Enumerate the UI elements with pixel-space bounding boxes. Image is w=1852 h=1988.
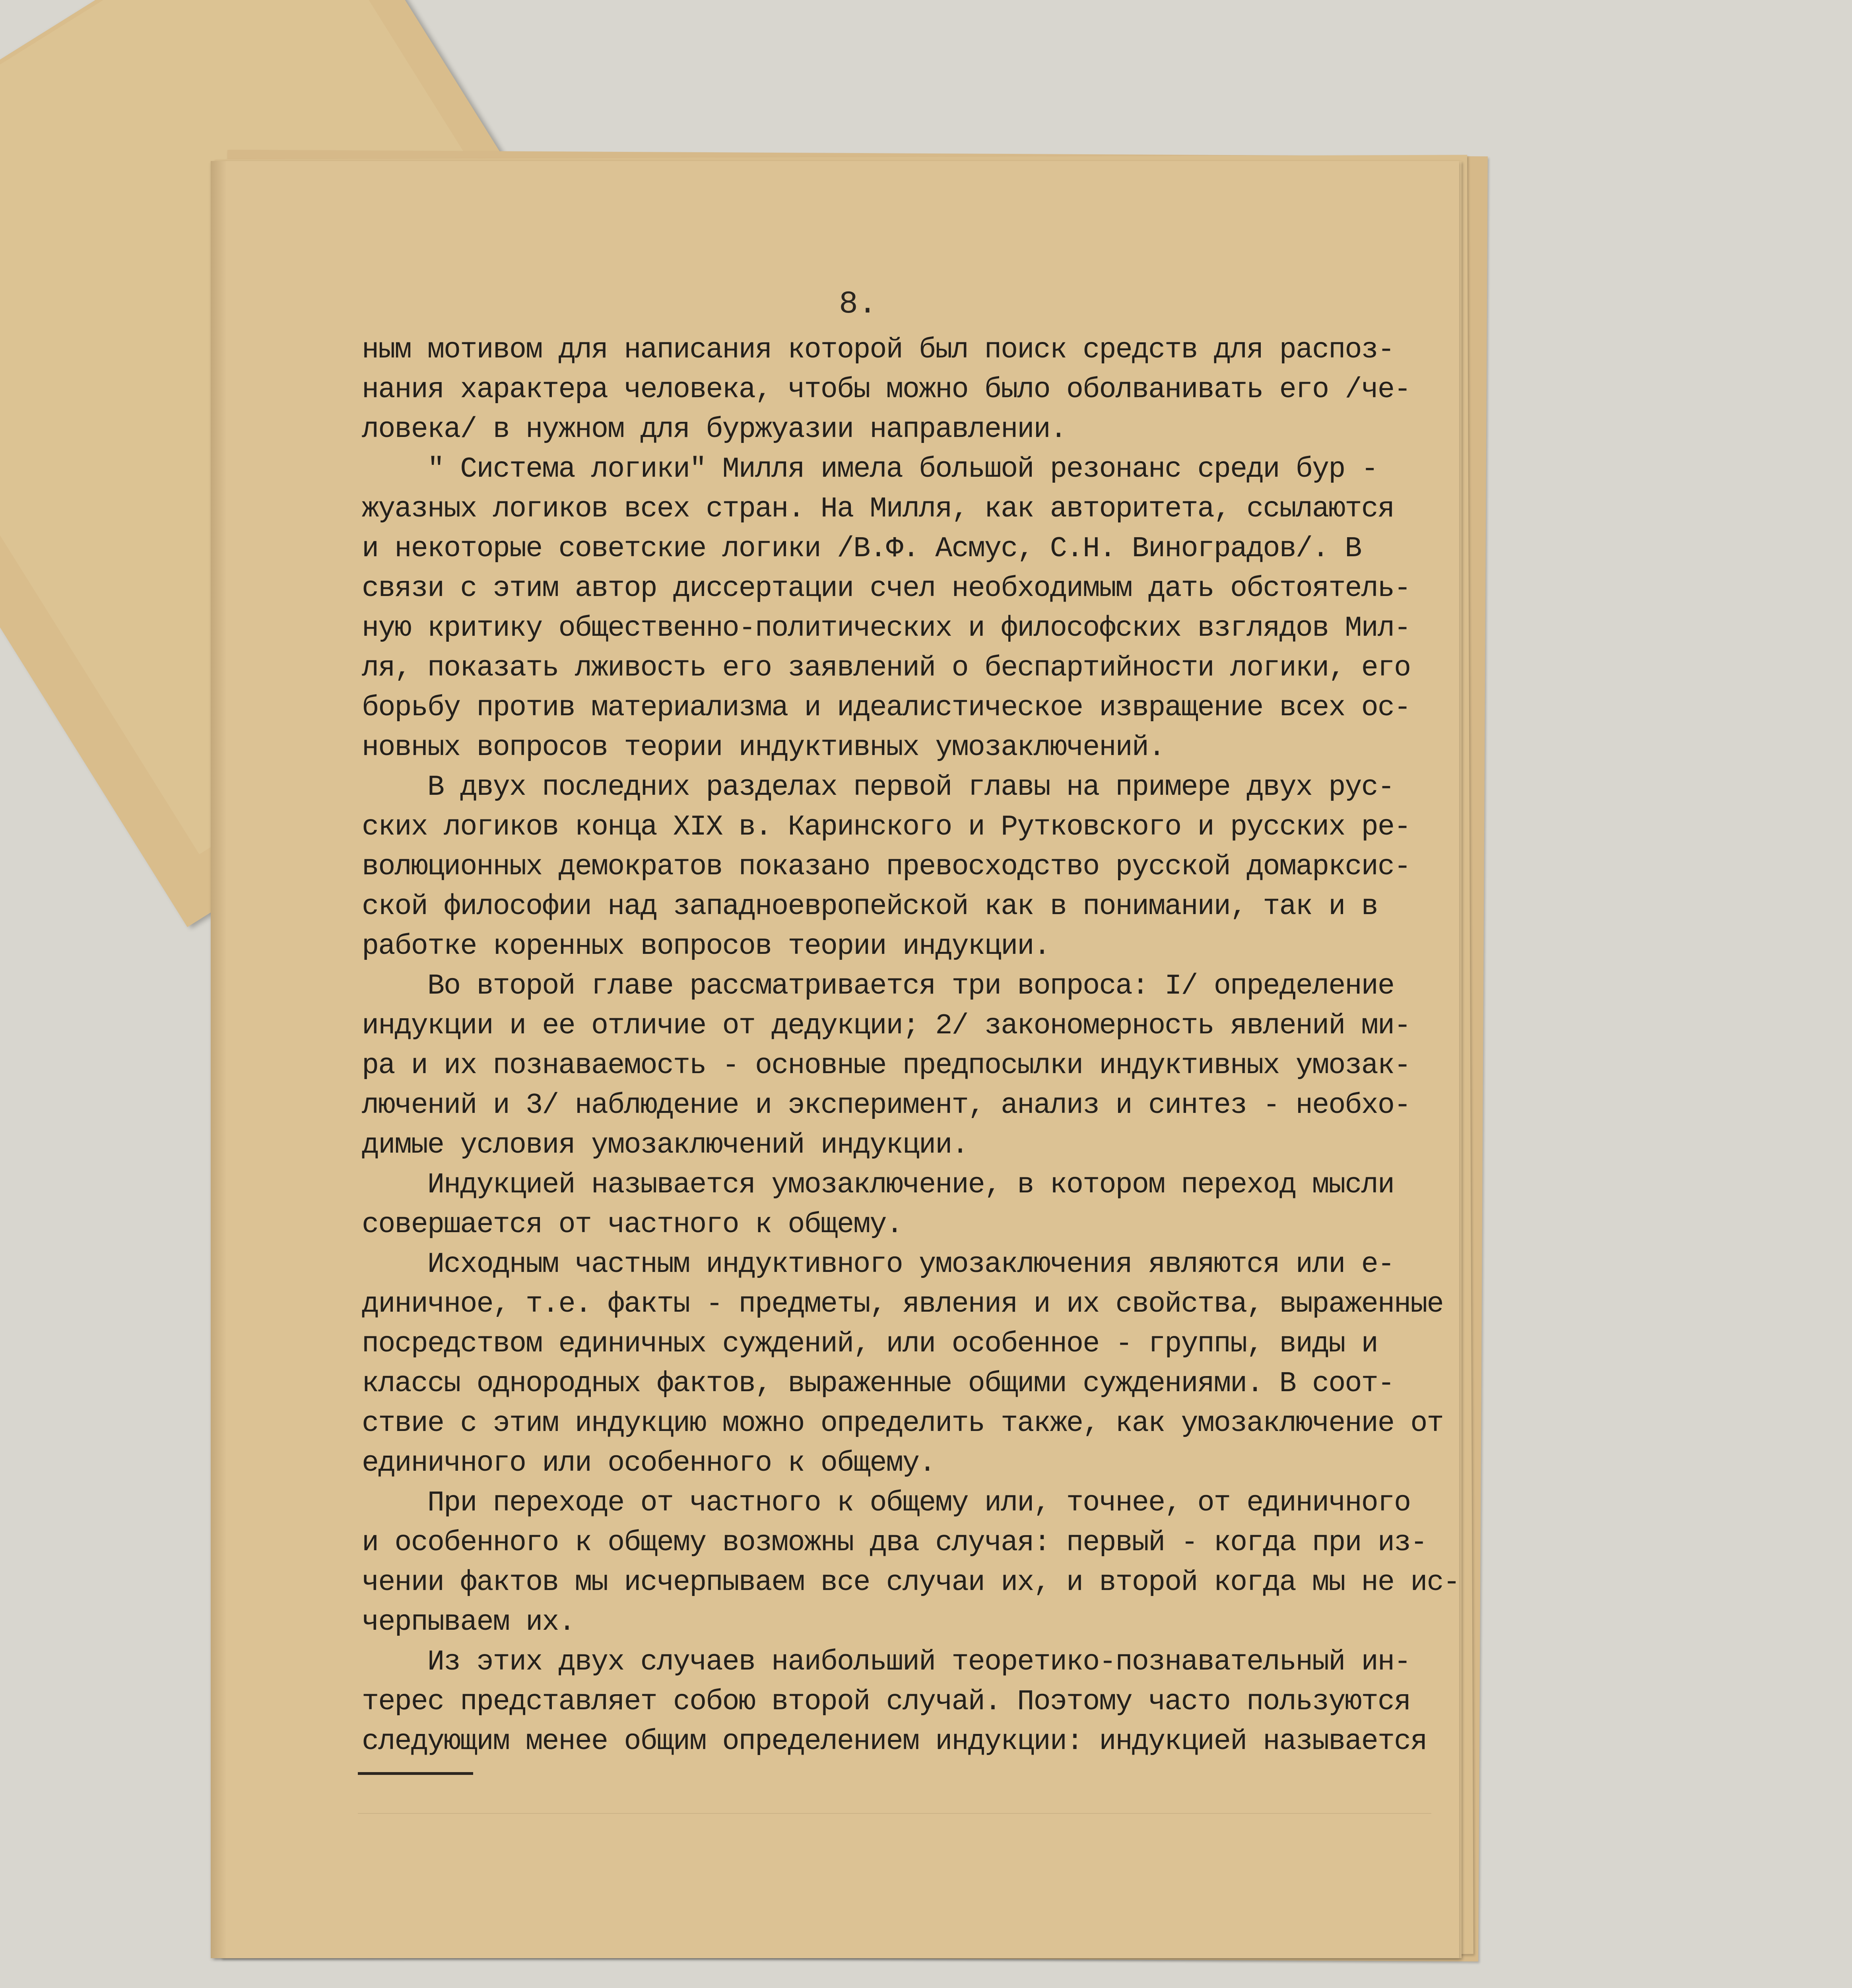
text-line: совершается от частного к общему. xyxy=(362,1208,903,1241)
text-line: ской философии над западноевропейской как в понимании, так и в xyxy=(362,890,1378,923)
text-line: нания характера человека, чтобы можно было оболванивать его /че- xyxy=(362,373,1411,406)
text-line: В двух последних разделах первой главы на примере двух рус- xyxy=(362,771,1394,804)
text-line: Из этих двух случаев наибольший теоретико-познавательный ин- xyxy=(362,1646,1411,1678)
paper-crease xyxy=(358,1813,1431,1814)
text-line: и особенного к общему возможны два случая: первый - когда при из- xyxy=(362,1526,1427,1559)
text-line: индукции и ее отличие от дедукции; 2/ закономерность явлений ми- xyxy=(362,1010,1411,1042)
text-line: связи с этим автор диссертации счел необходимым дать обстоятель- xyxy=(362,572,1411,605)
text-line: терес представляет собою второй случай. Поэтому часто пользуются xyxy=(362,1685,1411,1718)
page-binding-shadow xyxy=(211,161,227,1958)
text-line: борьбу против материализма и идеалистическое извращение всех ос- xyxy=(362,691,1411,724)
text-line: ловека/ в нужном для буржуазии направлении. xyxy=(362,413,1066,446)
text-line: димые условия умозаключений индукции. xyxy=(362,1129,968,1161)
text-line: ра и их познаваемость - основные предпосылки индуктивных умозак- xyxy=(362,1049,1411,1082)
text-line: классы однородных фактов, выраженные общими суждениями. В соот- xyxy=(362,1367,1394,1400)
page-number: 8. xyxy=(839,286,877,322)
text-line: волюционных демократов показано превосходство русской домарксис- xyxy=(362,850,1411,883)
text-line: ную критику общественно-политических и философских взглядов Мил- xyxy=(362,612,1411,645)
text-line: работке коренных вопросов теории индукции. xyxy=(362,930,1050,963)
text-line: ских логиков конца XIX в. Каринского и Рутковского и русских ре- xyxy=(362,811,1411,843)
text-line: жуазных логиков всех стран. На Милля, как авторитета, ссылаются xyxy=(362,493,1394,525)
text-line: " Система логики" Милля имела большой резонанс среди бур - xyxy=(362,453,1378,485)
text-line: ным мотивом для написания которой был поиск средств для распоз- xyxy=(362,334,1394,366)
text-line: ствие с этим индукцию можно определить также, как умозаключение от xyxy=(362,1407,1443,1440)
footnote-separator xyxy=(358,1772,473,1775)
text-line: новных вопросов теории индуктивных умозаключений. xyxy=(362,731,1165,764)
text-line: Исходным частным индуктивного умозаключения являются или е- xyxy=(362,1248,1394,1281)
text-line: лючений и 3/ наблюдение и эксперимент, анализ и синтез - необхо- xyxy=(362,1089,1411,1122)
text-line: единичного или особенного к общему. xyxy=(362,1447,936,1479)
text-line: ля, показать лживость его заявлений о беспартийности логики, его xyxy=(362,652,1411,684)
text-line: посредством единичных суждений, или особенное - группы, виды и xyxy=(362,1328,1378,1360)
text-line: черпываем их. xyxy=(362,1606,575,1639)
typewritten-text-body xyxy=(362,330,1460,1761)
text-line: Индукцией называется умозаключение, в котором переход мысли xyxy=(362,1169,1394,1201)
text-line: При переходе от частного к общему или, точнее, от единичного xyxy=(362,1487,1411,1519)
text-line: Во второй главе рассматривается три вопроса: I/ определение xyxy=(362,970,1394,1002)
text-line: чении фактов мы исчерпываем все случаи их, и второй когда мы не ис- xyxy=(362,1566,1460,1599)
text-line: следующим менее общим определением индукции: индукцией называется xyxy=(362,1725,1427,1758)
text-line: и некоторые советские логики /В.Ф. Асмус, С.Н. Виноградов/. В xyxy=(362,532,1361,565)
text-line: диничное, т.е. факты - предметы, явления и их свойства, выраженные xyxy=(362,1288,1443,1320)
